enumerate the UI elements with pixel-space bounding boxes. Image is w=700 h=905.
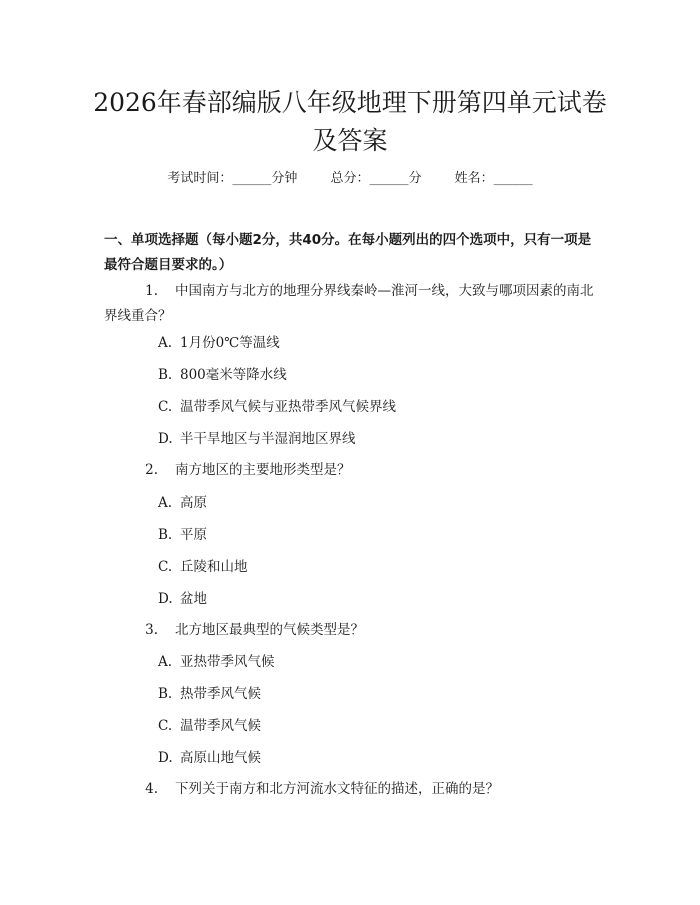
option-letter: A. — [158, 495, 173, 511]
option-letter: B. — [158, 367, 173, 383]
option-letter: C. — [158, 718, 173, 734]
question-text: 北方地区最典型的气候类型是？ — [175, 622, 364, 638]
option-letter: D. — [158, 591, 173, 607]
option-letter: A. — [158, 654, 173, 670]
option-letter: D. — [158, 750, 173, 766]
option-2a — [158, 493, 598, 513]
option-1b — [158, 365, 598, 385]
question-1 — [104, 279, 602, 329]
option-1a — [158, 333, 598, 353]
option-text: 亚热带季风气候 — [180, 654, 275, 670]
option-2d — [158, 589, 598, 609]
total-score-field: 总分：______分 — [330, 171, 422, 186]
question-2 — [104, 458, 602, 483]
question-3 — [104, 618, 602, 643]
question-text: 下列关于南方和北方河流水文特征的描述，正确的是？ — [175, 781, 499, 797]
question-number: 1. — [145, 283, 158, 299]
option-text: 1月份0℃等温线 — [180, 335, 280, 351]
option-text: 半干旱地区与半湿润地区界线 — [180, 431, 356, 447]
option-letter: C. — [158, 559, 173, 575]
option-text: 高原山地气候 — [180, 750, 261, 766]
question-text: 南方地区的主要地形类型是？ — [175, 462, 351, 478]
question-text: 中国南方与北方的地理分界线秦岭—淮河一线，大致与哪项因素的南北界线重合？ — [104, 283, 594, 324]
option-letter: C. — [158, 399, 173, 415]
option-3b — [158, 684, 598, 704]
question-number: 3. — [145, 622, 158, 638]
option-text: 温带季风气候与亚热带季风气候界线 — [180, 399, 396, 415]
option-letter: B. — [158, 527, 173, 543]
option-letter: B. — [158, 686, 173, 702]
option-text: 温带季风气候 — [180, 718, 261, 734]
option-2b — [158, 525, 598, 545]
question-number: 2. — [145, 462, 158, 478]
question-4 — [104, 777, 602, 802]
option-1c — [158, 397, 598, 417]
option-1d — [158, 429, 598, 449]
option-3c — [158, 716, 598, 736]
option-text: 高原 — [180, 495, 207, 511]
option-text: 盆地 — [180, 591, 207, 607]
exam-time-field: 考试时间：______分钟 — [167, 171, 298, 186]
option-2c — [158, 557, 598, 577]
option-text: 丘陵和山地 — [180, 559, 248, 575]
option-3d — [158, 748, 598, 768]
option-text: 平原 — [180, 527, 207, 543]
option-text: 热带季风气候 — [180, 686, 261, 702]
option-letter: D. — [158, 431, 173, 447]
question-number: 4. — [145, 781, 158, 797]
page-title: 2026年春部编版八年级地理下册第四单元试卷及答案 — [93, 88, 607, 155]
section-heading: 一、单项选择题（每小题2分，共40分。在每小题列出的四个选项中，只有一项是最符合题目要求的。） — [104, 232, 592, 273]
option-letter: A. — [158, 335, 173, 351]
option-3a — [158, 652, 598, 672]
option-text: 800毫米等降水线 — [180, 367, 287, 383]
exam-info-line — [0, 169, 700, 189]
student-name-field: 姓名：______ — [454, 171, 533, 186]
